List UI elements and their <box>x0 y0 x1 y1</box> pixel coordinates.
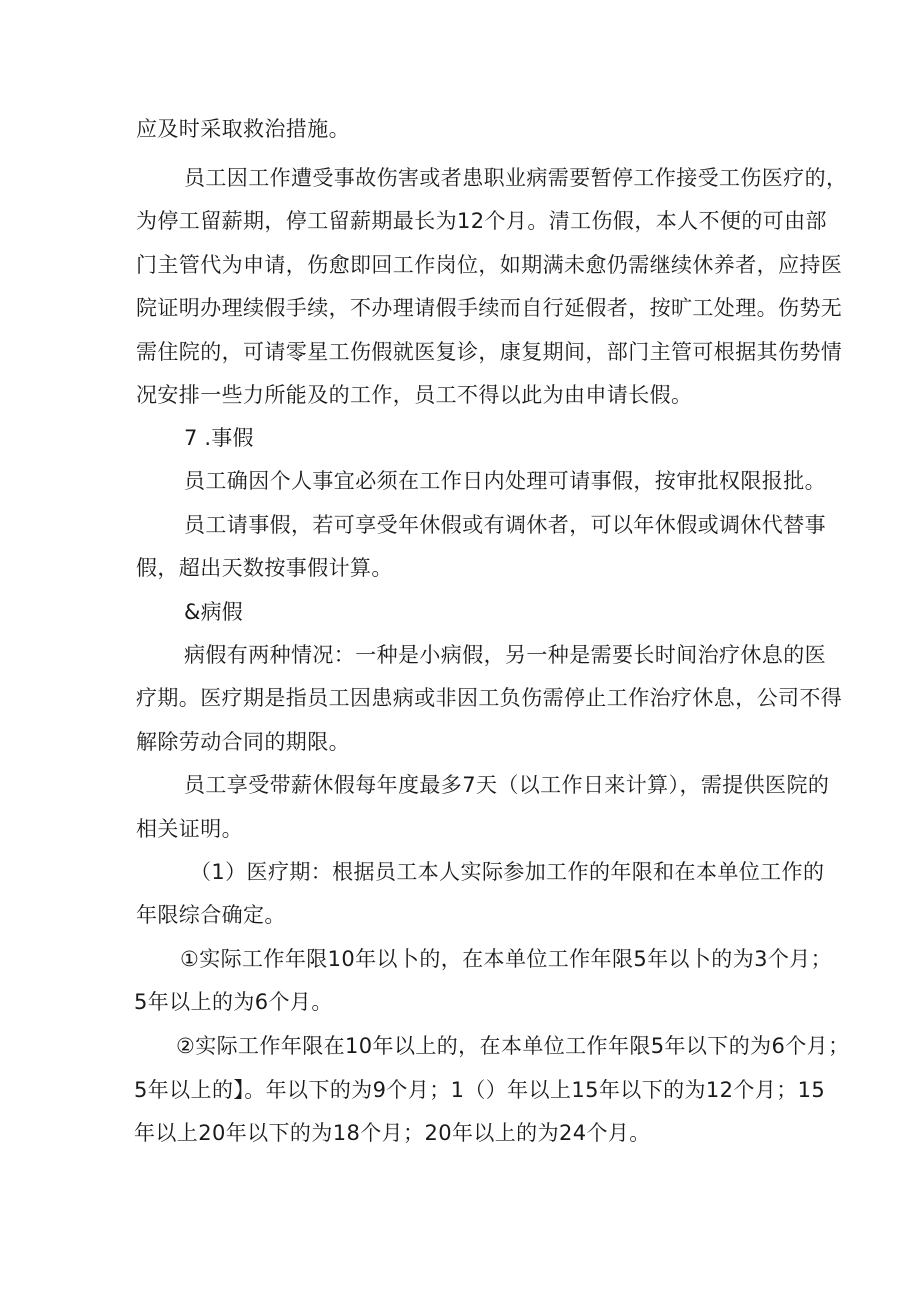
heading-personal-leave: 7 .事假 <box>184 426 254 450</box>
paragraph-injury-line-4: 院证明办理续假手续，不办理请假手续而自行延假者，按旷工处理。伤势无 <box>136 296 843 320</box>
paragraph-injury-line-5: 需住院的，可请零星工伤假就医复诊，康复期间，部门主管可根据其伤势情 <box>136 340 843 364</box>
heading-sick-leave: &病假 <box>184 600 243 624</box>
paragraph-personal-line-3: 假，超出天数按事假计算。 <box>136 556 393 580</box>
paragraph-injury-line-3: 门主管代为申请，伤愈即回工作岗位，如期满未愈仍需继续休养者，应持医 <box>136 253 843 277</box>
list-item-1-line-1: ①实际工作年限10年以卜的，在本单位工作年限5年以卜的为3个月； <box>180 947 833 971</box>
paragraph-paid-leave-line-2: 相关证明。 <box>136 817 243 841</box>
list-item-1-line-2: 5年以上的为6个月。 <box>134 990 333 1014</box>
list-item-2-line-2: 5年以上的】。年以下的为9个月；1（）年以上15年以下的为12个月；15 <box>134 1078 826 1102</box>
paragraph-medical-period-line-2: 年限综合确定。 <box>136 903 286 927</box>
paragraph-rescue: 应及时采取救治措施。 <box>136 117 350 141</box>
paragraph-personal-line-2: 员工请事假，若可享受年休假或有调休者，可以年休假或调休代替事 <box>184 513 826 537</box>
paragraph-injury-line-6: 况安排一些力所能及的工作，员工不得以此为由申请长假。 <box>136 383 693 407</box>
paragraph-sick-line-1: 病假有两种情况：一种是小病假，另一种是需要长时间治疗休息的医 <box>184 643 826 667</box>
paragraph-sick-line-2: 疗期。医疗期是指员工因患病或非因工负伤需停止工作治疗休息，公司不得 <box>136 686 843 710</box>
paragraph-paid-leave-line-1: 员工享受带薪休假每年度最多7天（以工作日来计算），需提供医院的 <box>184 773 830 797</box>
paragraph-medical-period-line-1: （1）医疗期：根据员工本人实际参加工作的年限和在本单位工作的 <box>190 860 825 884</box>
paragraph-personal-line-1: 员工确因个人事宜必须在工作日内处理可请事假，按审批权限报批。 <box>184 469 826 493</box>
list-item-2-line-1: ②实际工作年限在10年以上的，在本单位工作年限5年以下的为6个月； <box>176 1034 850 1058</box>
paragraph-sick-line-3: 解除劳动合同的期限。 <box>136 730 350 754</box>
paragraph-injury-line-1: 员工因工作遭受事故伤害或者患职业病需要暂停工作接受工伤医疗的， <box>184 166 848 190</box>
list-item-2-line-3: 年以上20年以下的为18个月；20年以上的为24个月。 <box>134 1121 651 1145</box>
paragraph-injury-line-2: 为停工留薪期，停工留薪期最长为12个月。清工伤假，本人不便的可由部 <box>136 209 827 233</box>
